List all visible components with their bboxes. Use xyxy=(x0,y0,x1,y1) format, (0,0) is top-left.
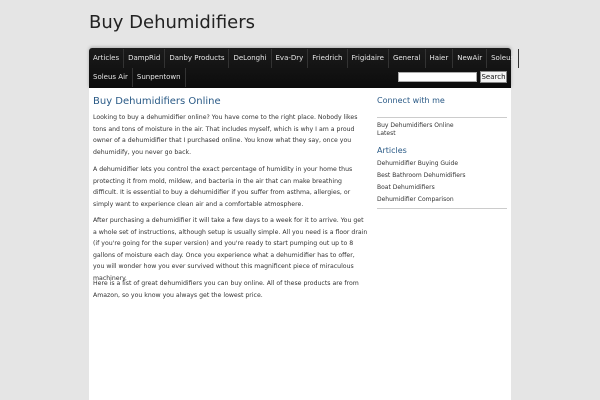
main-nav xyxy=(89,48,515,88)
nav-item-eva-dry[interactable]: Eva-Dry xyxy=(272,49,309,68)
post-paragraph-4: Here is a list of great dehumidifiers you can buy online. All of these products are from Amazon, so you know you always get the lowest price. xyxy=(93,280,359,299)
post-title[interactable]: Buy Dehumidifiers Online xyxy=(93,96,221,107)
post-paragraph-3: After purchasing a dehumidifier it will take a few days to a week for it to arrive. You get a whole set of instructions, although setup is usually simple. All you need is a floor drain (if you're going for the super version) and you're ready to start pumping out up to 8 gallons of moisture each day. Once you experience what a dehumidifier has to offer, you will wonder how you ever survived without this magnificent piece of miraculous machinery. xyxy=(93,217,368,282)
connect-link-latest[interactable]: Latest xyxy=(377,130,396,137)
nav-item-newair[interactable]: NewAir xyxy=(453,49,487,68)
search-button[interactable]: Search xyxy=(481,73,506,81)
search-input[interactable] xyxy=(398,72,477,82)
sidebar-divider xyxy=(377,117,507,118)
sidebar xyxy=(377,96,507,209)
nav-item-articles[interactable]: Articles xyxy=(89,49,124,68)
article-link-comparison[interactable]: Dehumidifier Comparison xyxy=(377,196,454,203)
nav-item-friedrich[interactable]: Friedrich xyxy=(308,49,347,68)
nav-item-haier[interactable]: Haier xyxy=(426,49,454,68)
connect-link-buy-online[interactable]: Buy Dehumidifiers Online xyxy=(377,122,454,129)
site-title[interactable]: Buy Dehumidifiers xyxy=(89,12,256,33)
post-paragraph-2: A dehumidifier lets you control the exact percentage of humidity in your home thus protecting it from mold, mildew, and bacteria in the air that can make breathing difficult. It is essential to buy a dehumidifier if you suffer from asthma, allergies, or simply want to experience clean air and a comfortable atmosphere. xyxy=(93,166,353,208)
article-link-boat[interactable]: Boat Dehumidifiers xyxy=(377,184,435,191)
nav-item-damprid[interactable]: DampRid xyxy=(124,49,165,68)
sidebar-divider-bottom xyxy=(377,208,507,209)
nav-item-delonghi[interactable]: DeLonghi xyxy=(229,49,271,68)
post-paragraph-1: Looking to buy a dehumidifier online? You have come to the right place. Nobody likes tons and tons of moisture in the air. That includes myself, which is why I am a proud owner of a dehumidifier that I purchased online. You know what they say, once you dehumidify, you never go back. xyxy=(93,114,358,156)
nav-item-soleus-air[interactable]: Soleus Air xyxy=(89,68,133,87)
article-link-buying-guide[interactable]: Dehumidifier Buying Guide xyxy=(377,160,459,167)
content-area xyxy=(89,88,511,400)
nav-item-danby-products[interactable]: Danby Products xyxy=(165,49,229,68)
nav-item-soleus[interactable]: Soleus xyxy=(487,49,519,68)
article-link-bathroom[interactable]: Best Bathroom Dehumidifiers xyxy=(377,172,466,179)
nav-item-sunpentown[interactable]: Sunpentown xyxy=(133,68,186,87)
nav-row-1 xyxy=(89,49,519,68)
connect-heading: Connect with me xyxy=(377,96,445,105)
nav-item-frigidaire[interactable]: Frigidaire xyxy=(348,49,389,68)
nav-row-2 xyxy=(89,68,186,87)
articles-heading: Articles xyxy=(377,146,407,155)
nav-item-general[interactable]: General xyxy=(389,49,426,68)
